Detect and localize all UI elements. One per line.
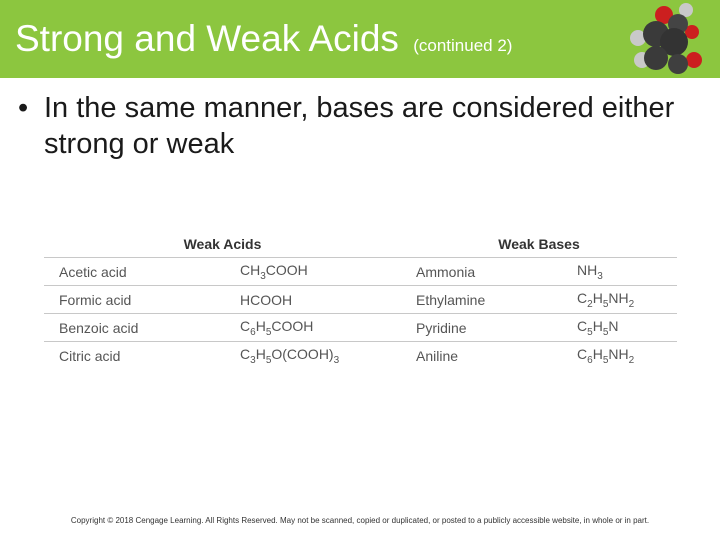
- weak-acids-bases-table: [44, 231, 677, 369]
- table-row: [44, 286, 677, 314]
- acid-formula: $CH_3COOH$: [225, 258, 401, 286]
- bullet-marker: •: [18, 92, 29, 124]
- header-bar: [0, 0, 720, 78]
- acid-name: Formic acid: [44, 286, 225, 314]
- header-weak-acids: Weak Acids: [44, 231, 401, 258]
- table-row: [44, 342, 677, 370]
- acid-formula: HCOOH: [225, 286, 401, 314]
- acid-name: Acetic acid: [44, 258, 225, 286]
- base-formula: $C_2H_5NH_2$: [562, 286, 677, 314]
- acid-formula: $C_6H_5COOH$: [225, 314, 401, 342]
- slide-title-block: [15, 18, 512, 60]
- base-name: Ethylamine: [401, 286, 562, 314]
- table-row: [44, 314, 677, 342]
- table-header-row: [44, 231, 677, 258]
- base-name: Ammonia: [401, 258, 562, 286]
- acid-name: Citric acid: [59, 347, 121, 364]
- bullet-text: In the same manner, bases are considered either strong or weak: [44, 92, 675, 160]
- slide-subtitle: (continued 2): [413, 36, 513, 55]
- copyright-footer: Copyright © 2018 Cengage Learning. All Rights Reserved. May not be scanned, copied or duplicated, or posted to a publicly accessible website, in whole or in part.: [70, 516, 650, 525]
- bullet-point: [18, 90, 698, 162]
- base-name: Pyridine: [401, 314, 562, 342]
- header-weak-bases: Weak Bases: [401, 231, 677, 258]
- base-name: Aniline: [416, 347, 459, 364]
- slide-title: Strong and Weak Acids: [15, 18, 399, 59]
- molecule-model-icon: [626, 2, 706, 82]
- acid-formula: $C_3H_5O(COOH)_3$: [240, 345, 340, 366]
- table-row: [44, 258, 677, 286]
- base-formula: $C_5H_5N$: [562, 314, 677, 342]
- base-formula: $C_6H_5NH_2$: [577, 345, 635, 366]
- base-formula: $NH_3$: [562, 258, 677, 286]
- acid-name: Benzoic acid: [44, 314, 225, 342]
